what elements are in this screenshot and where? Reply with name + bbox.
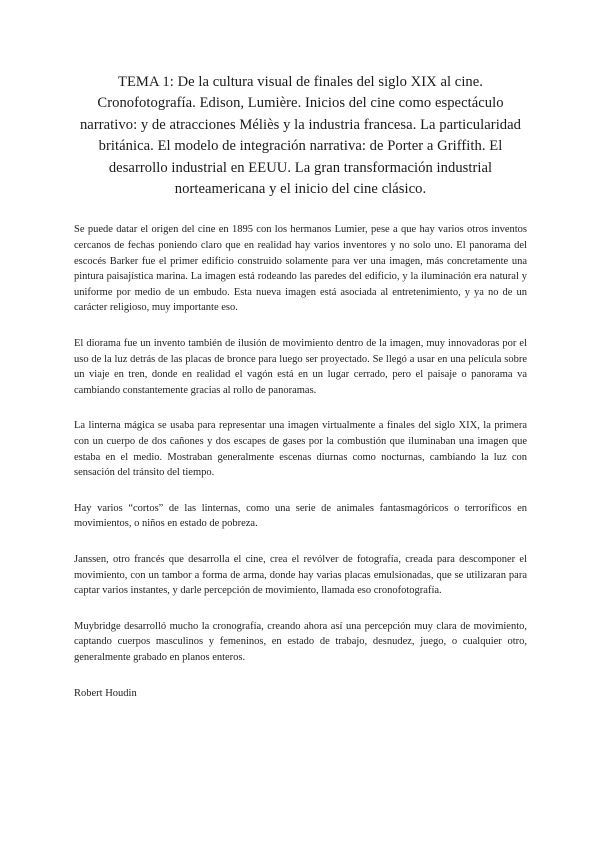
paragraph-linterna-magica: La linterna mágica se usaba para representar una imagen virtualmente a finales del siglo XIX, la primera con un cuerpo de dos cañones y dos escapes de gases por la combustión que iluminaban una imagen que estaba en el medio. Mostraban generalmente escenas diurnas como nocturnas, cambiando la luz con sensación del tránsito del tiempo. [74, 420, 527, 479]
paragraph-janssen: Janssen, otro francés que desarrolla el cine, crea el revólver de fotografía, creada para descomponer el movimiento, con un tambor a forma de arma, donde hay varias placas emulsionadas, que se utilizaran para captar varios instantes, y darle percepción de movimiento, llamada eso cronofotografía. [74, 553, 527, 597]
paragraph-muybridge: Muybridge desarrolló mucho la cronografía, creando ahora así una percepción muy clara de movimiento, captando cuerpos masculinos y femeninos, en estado de trabajo, desnudez, juego, o cualquier otro, generalmente grabado en planos enteros. [74, 620, 527, 663]
paragraph-origen-cine: Se puede datar el origen del cine en 1895 con los hermanos Lumier, pese a que hay varios otros inventos cercanos de fechas poniendo claro que en realidad hay varios inventores y no solo uno. El panorama del escocés Barker fue el primer edificio construido solamente para ver una imagen, más concretamente una pintura paisajística marina. La imagen está rodeando las paredes del edificio, y la iluminación era natural y uniforme por medio de un embudo. Esta nueva imagen está asociada al entretenimiento, y ya no de un carácter religioso, muy importante eso. [74, 224, 527, 314]
paragraph-cortos-linternas: Hay varios “cortos” de las linternas, como una serie de animales fantasmagóricos o terroríficos en movimientos, o niños en estado de pobreza. [74, 502, 527, 530]
page-title: TEMA 1: De la cultura visual de finales del siglo XIX al cine. Cronofotografía. Edison, Lumière. Inicios del cine como espectáculo narrativo: y de atracciones Méliès y la industria francesa. La particularidad británica. El modelo de integración narrativa: de Porter a Griffith. El desarrollo industrial en EEUU. La gran transformación industrial norteamericana y el inicio del cine clásico. [79, 74, 522, 198]
paragraph-diorama: El diorama fue un invento también de ilusión de movimiento dentro de la imagen, muy innovadoras por el uso de la luz detrás de las placas de bronce para luego ser proyectado. Se llegó a usar en una película sobre un viaje en tren, donde en realidad el vagón está en un lugar cerrado, pero el paisaje o panorama va cambiando constantemente gracias al rollo de panoramas. [74, 338, 527, 396]
section-heading-robert-houdin: Robert Houdin [74, 687, 137, 699]
